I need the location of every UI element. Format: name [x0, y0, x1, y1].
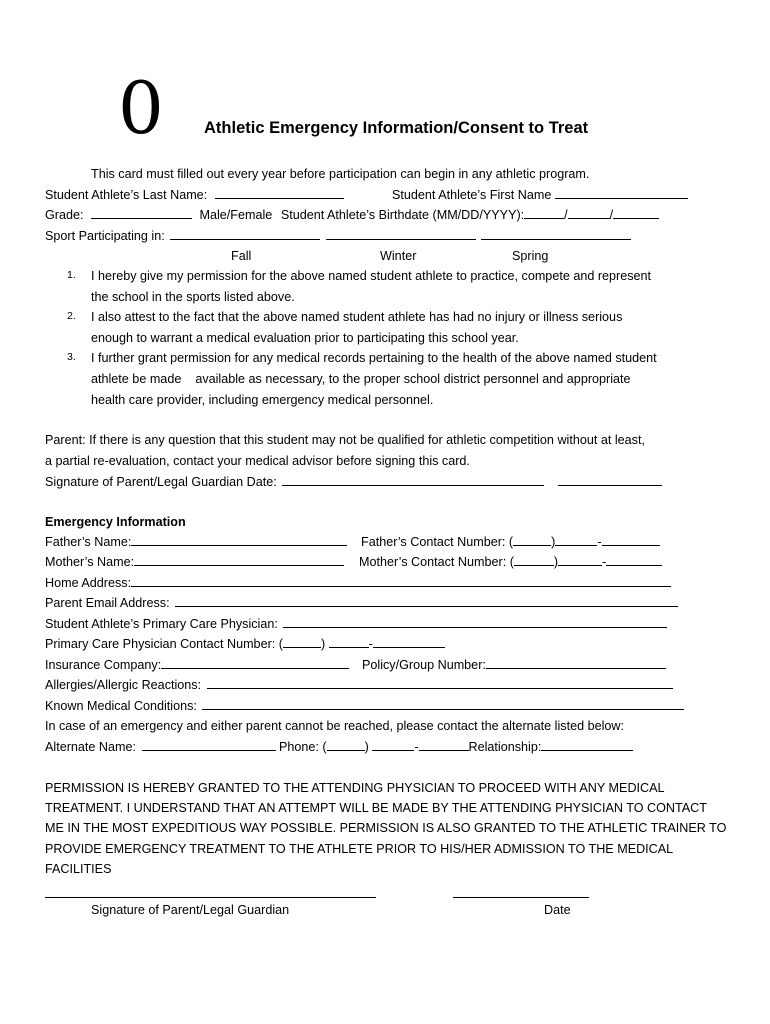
guardian-signature-line[interactable] [45, 897, 376, 898]
physician-field[interactable] [283, 614, 667, 628]
parent-email-row [45, 593, 678, 613]
mothers-name-label: Mother’s Name: [45, 555, 135, 569]
alternate-name-label: Alternate Name: [45, 740, 136, 754]
alternate-note: In case of an emergency and either parent cannot be reached, please contact the alternate listed below: [45, 719, 624, 733]
physician-contact-label: Primary Care Physician Contact Number: ( [45, 637, 283, 651]
birth-day-field[interactable] [568, 205, 610, 219]
alternate-phone-label: Phone: ( [279, 740, 327, 754]
intro-text: This card must filled out every year before participation can begin in any athletic program. [91, 167, 590, 181]
list-number: 1. [67, 269, 76, 281]
policy-label: Policy/Group Number: [362, 658, 486, 672]
list-item-line: I also attest to the fact that the above named student athlete has had no injury or illness serious [91, 310, 623, 324]
dash: - [368, 637, 373, 651]
mothers-prefix-field[interactable] [558, 552, 602, 566]
list-item-line: I hereby give my permission for the above named student athlete to practice, compete and represent [91, 269, 652, 283]
sport-fall-field[interactable] [170, 226, 320, 240]
list-item-line: the school in the sports listed above. [91, 290, 295, 304]
insurance-label: Insurance Company: [45, 658, 162, 672]
sport-spring-field[interactable] [481, 226, 631, 240]
sport-winter-field[interactable] [326, 226, 476, 240]
mothers-contact-row [359, 552, 662, 572]
conditions-row [45, 696, 684, 716]
grade-label: Grade: [45, 208, 84, 222]
fathers-contact-label: Father’s Contact Number: ( [361, 535, 514, 549]
physician-row [45, 614, 667, 634]
first-name-field[interactable] [555, 185, 688, 199]
parent-note-line: a partial re-evaluation, contact your medical advisor before signing this card. [45, 454, 470, 468]
paren-close: ) [364, 740, 369, 754]
paren-close: ) [551, 535, 556, 549]
conditions-label: Known Medical Conditions: [45, 699, 197, 713]
home-address-field[interactable] [131, 573, 671, 587]
paren-close: ) [320, 637, 326, 651]
birthdate-label: Student Athlete’s Birthdate (MM/DD/YYYY): [280, 208, 525, 222]
policy-field[interactable] [486, 655, 666, 669]
season-winter: Winter [380, 249, 417, 263]
fathers-contact-row [361, 532, 660, 552]
relationship-label: Relationship: [468, 740, 542, 754]
sport-label: Sport Participating in: [45, 229, 165, 243]
dash: - [602, 555, 607, 569]
first-name-label: Student Athlete’s First Name [392, 188, 552, 202]
alternate-name-field[interactable] [142, 737, 276, 751]
list-item-line: enough to warrant a medical evaluation prior to participating this school year. [91, 331, 519, 345]
date-slash: / [564, 208, 568, 222]
allergies-label: Allergies/Allergic Reactions: [45, 678, 202, 692]
sport-row [45, 226, 631, 246]
dash: - [597, 535, 602, 549]
permission-line: FACILITIES [45, 862, 112, 876]
fathers-prefix-field[interactable] [555, 532, 597, 546]
list-number: 3. [67, 351, 76, 363]
parent-note-line: Parent: If there is any question that this student may not be qualified for athletic competition without at least, [45, 433, 645, 447]
alternate-prefix-field[interactable] [372, 737, 414, 751]
alternate-line-number-field[interactable] [419, 737, 469, 751]
date-slash: / [609, 208, 614, 222]
season-fall: Fall [231, 249, 252, 263]
fathers-line-number-field[interactable] [602, 532, 660, 546]
physician-line-number-field[interactable] [373, 634, 445, 648]
fathers-name-field[interactable] [131, 532, 347, 546]
alternate-area-code-field[interactable] [327, 737, 365, 751]
policy-row [362, 655, 666, 675]
fathers-name-row [45, 532, 347, 552]
season-spring: Spring [512, 249, 549, 263]
page-title: Athletic Emergency Information/Consent to Treat [204, 119, 589, 137]
permission-line: ME IN THE MOST EXPEDITIOUS WAY POSSIBLE. PERMISSION IS ALSO GRANTED TO THE ATHLETIC TRAINER TO [45, 821, 727, 835]
physician-label: Student Athlete’s Primary Care Physician: [45, 617, 278, 631]
date-signature-line[interactable] [453, 897, 589, 898]
home-address-label: Home Address: [45, 576, 132, 590]
relationship-field[interactable] [541, 737, 633, 751]
permission-line: PROVIDE EMERGENCY TREATMENT TO THE ATHLETE PRIOR TO HIS/HER ADMISSION TO THE MEDICAL [45, 842, 674, 856]
list-number: 2. [67, 310, 76, 322]
birth-month-field[interactable] [524, 205, 564, 219]
parent-email-field[interactable] [175, 593, 678, 607]
home-address-row [45, 573, 671, 593]
permission-line: TREATMENT. I UNDERSTAND THAT AN ATTEMPT WILL BE MADE BY THE ATTENDING PHYSICIAN TO CONTACT [45, 801, 707, 815]
guardian-signature-label: Signature of Parent/Legal Guardian [91, 903, 290, 917]
last-name-field[interactable] [215, 185, 344, 199]
fathers-name-label: Father’s Name: [45, 535, 132, 549]
last-name-label: Student Athlete’s Last Name: [45, 188, 208, 202]
alternate-row [45, 737, 633, 757]
allergies-row [45, 675, 673, 695]
mothers-line-number-field[interactable] [606, 552, 662, 566]
physician-contact-row [45, 634, 445, 654]
physician-area-code-field[interactable] [283, 634, 321, 648]
physician-prefix-field[interactable] [329, 634, 369, 648]
mothers-area-code-field[interactable] [514, 552, 554, 566]
list-item-line: athlete be made available as necessary, to the proper school district personnel and appropriate [91, 372, 631, 386]
emergency-heading: Emergency Information [45, 515, 186, 529]
parent-signature-field[interactable] [282, 472, 544, 486]
birth-year-field[interactable] [613, 205, 659, 219]
grade-row [45, 205, 659, 225]
mothers-name-row [45, 552, 344, 572]
fathers-area-code-field[interactable] [513, 532, 551, 546]
grade-field[interactable] [91, 205, 192, 219]
parent-email-label: Parent Email Address: [45, 596, 170, 610]
paren-close: ) [553, 555, 559, 569]
last-name-row [45, 185, 344, 205]
insurance-row [45, 655, 349, 675]
parent-signature-label: Signature of Parent/Legal Guardian Date: [45, 475, 277, 489]
conditions-field[interactable] [202, 696, 684, 710]
parent-signature-row [45, 472, 662, 492]
permission-line: PERMISSION IS HEREBY GRANTED TO THE ATTENDING PHYSICIAN TO PROCEED WITH ANY MEDICAL [45, 781, 665, 795]
dash: - [414, 740, 419, 754]
mothers-contact-label: Mother’s Contact Number: ( [359, 555, 514, 569]
insurance-field[interactable] [161, 655, 349, 669]
first-name-row [392, 185, 688, 205]
parent-date-field[interactable] [558, 472, 662, 486]
allergies-field[interactable] [207, 675, 673, 689]
list-item-line: health care provider, including emergency medical personnel. [91, 393, 434, 407]
male-female-label[interactable]: Male/Female [199, 208, 273, 222]
date-label: Date [544, 903, 571, 917]
logo-mark: 0 [118, 66, 164, 150]
list-item-line: I further grant permission for any medical records pertaining to the health of the above named student [91, 351, 657, 365]
mothers-name-field[interactable] [134, 552, 344, 566]
